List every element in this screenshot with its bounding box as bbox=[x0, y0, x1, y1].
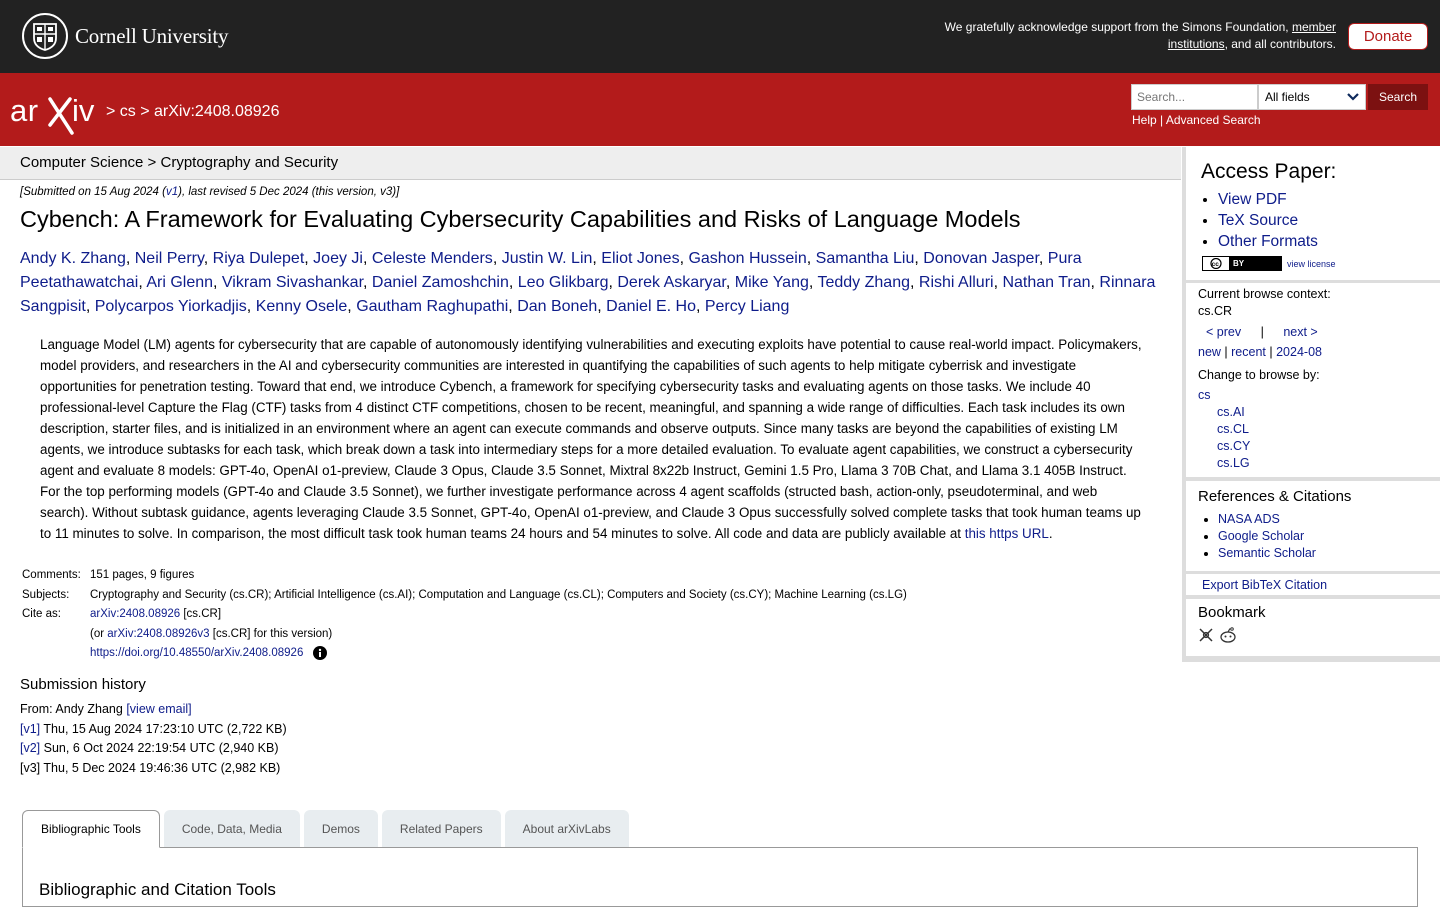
recent-link[interactable]: recent bbox=[1231, 345, 1266, 359]
support-text: We gratefully acknowledge support from the Simons Foundation, member institutions, and all contributors. bbox=[944, 20, 1336, 51]
tab-demos[interactable]: Demos bbox=[304, 810, 378, 847]
submission-date: [Submitted on 15 Aug 2024 (v1), last revised 5 Dec 2024 (this version, v3)] bbox=[20, 186, 400, 198]
nasa-ads-link[interactable]: NASA ADS bbox=[1218, 512, 1280, 526]
author-link[interactable]: Neil Perry bbox=[134, 250, 204, 267]
sidebar bbox=[1182, 147, 1440, 662]
cite-label: Cite as: bbox=[22, 608, 61, 620]
comments-label: Comments: bbox=[22, 569, 81, 581]
labs-tabs bbox=[22, 810, 629, 848]
bibsonomy-icon[interactable] bbox=[1198, 627, 1214, 643]
author-link[interactable]: Rishi Alluri bbox=[918, 274, 994, 291]
view-pdf-link[interactable]: View PDF bbox=[1218, 191, 1287, 208]
author-link[interactable]: Gautham Raghupathi bbox=[356, 298, 509, 315]
version-row: [v1] Thu, 15 Aug 2024 17:23:10 UTC (2,722 KB) bbox=[20, 721, 287, 736]
donate-button[interactable]: Donate bbox=[1348, 23, 1428, 50]
author-link[interactable]: Rinnara Sangpisit bbox=[20, 274, 1156, 315]
author-link[interactable]: Derek Askaryar bbox=[617, 274, 726, 291]
next-link[interactable]: next > bbox=[1283, 325, 1318, 339]
version-row: [v3] Thu, 5 Dec 2024 19:46:36 UTC (2,982 KB) bbox=[20, 760, 281, 775]
date-link[interactable]: 2024-08 bbox=[1276, 345, 1322, 359]
author-link[interactable]: Daniel E. Ho bbox=[606, 298, 696, 315]
member-institutions-link[interactable]: member institutions bbox=[1167, 20, 1336, 51]
author-link[interactable]: Leo Glikbarg bbox=[517, 274, 609, 291]
browse-context-value: cs.CR bbox=[1198, 304, 1233, 318]
reddit-icon[interactable] bbox=[1219, 627, 1237, 643]
author-link[interactable]: Gashon Hussein bbox=[688, 250, 807, 267]
other-formats-link[interactable]: Other Formats bbox=[1218, 233, 1318, 250]
svg-text:cc: cc bbox=[1211, 261, 1219, 268]
breadcrumb-paper-id: arXiv:2408.08926 bbox=[154, 103, 280, 120]
cite-link[interactable]: arXiv:2408.08926 bbox=[90, 608, 181, 620]
comments-value: 151 pages, 9 figures bbox=[90, 569, 195, 581]
search-button[interactable]: Search bbox=[1368, 84, 1428, 110]
access-paper-title: Access Paper: bbox=[1201, 160, 1337, 183]
author-link[interactable]: Donovan Jasper bbox=[923, 250, 1039, 267]
author-link[interactable]: Justin W. Lin bbox=[501, 250, 593, 267]
author-link[interactable]: Teddy Zhang bbox=[817, 274, 910, 291]
author-link[interactable]: Andy K. Zhang bbox=[20, 250, 126, 267]
author-link[interactable]: Ari Glenn bbox=[146, 274, 214, 291]
author-link[interactable]: Eliot Jones bbox=[601, 250, 680, 267]
cornell-seal-icon bbox=[22, 13, 68, 59]
code-url-link[interactable]: this https URL bbox=[964, 526, 1049, 541]
doi-link[interactable]: https://doi.org/10.48550/arXiv.2408.08926 bbox=[90, 647, 304, 659]
access-paper-panel: Access Paper: • View PDF • TeX Source • Other Formats cc BY view license Current browse context: cs.CR < prev | next > new | recent | 2024-08 Change to browse by: cs cs.AI cs.CL cs.CY cs.LG bbox=[1186, 147, 1440, 477]
svg-text:iv: iv bbox=[72, 93, 95, 128]
references-title: References & Citations bbox=[1198, 488, 1352, 505]
author-link[interactable]: Riya Dulepet bbox=[212, 250, 305, 267]
view-email-link[interactable]: [view email] bbox=[126, 702, 192, 716]
bookmark-panel bbox=[1186, 599, 1440, 656]
new-link[interactable]: new bbox=[1198, 345, 1221, 359]
browse-cs-cy-link[interactable]: cs.CY bbox=[1217, 439, 1251, 453]
author-link[interactable]: Daniel Zamoshchin bbox=[371, 274, 509, 291]
author-link[interactable]: Vikram Sivashankar bbox=[221, 274, 364, 291]
author-link[interactable]: Celeste Menders bbox=[371, 250, 493, 267]
browse-cs-lg-link[interactable]: cs.LG bbox=[1217, 456, 1250, 470]
tab-code-data-media[interactable]: Code, Data, Media bbox=[164, 810, 300, 847]
author-link[interactable]: Samantha Liu bbox=[815, 250, 915, 267]
author-list: Andy K. Zhang, Neil Perry, Riya Dulepet, Joey Ji, Celeste Menders, Justin W. Lin, Eliot Jones, Gashon Hussein, Samantha Liu, Donovan Jasper, Pura Peetathawatchai, Ari Glenn, Vikram Sivashankar, Daniel Zamoshchin, Leo Glikbarg, Derek Askaryar, Mike Yang, Teddy Zhang, Rishi Alluri, Nathan Tran, Rinnara Sangpisit, Polycarpos Yiorkadjis, Kenny Osele, Gautham Raghupathi, Dan Boneh, Daniel E. Ho, Percy Liang bbox=[20, 250, 1156, 315]
author-link[interactable]: Kenny Osele bbox=[255, 298, 348, 315]
cornell-name: Cornell University bbox=[75, 23, 229, 48]
submission-history-title: Submission history bbox=[20, 676, 146, 693]
author-link[interactable]: Dan Boneh bbox=[517, 298, 598, 315]
export-bibtex-link[interactable]: Export BibTeX Citation bbox=[1202, 578, 1328, 592]
help-links: Help | Advanced Search bbox=[1132, 113, 1261, 127]
cornell-logo[interactable] bbox=[22, 13, 228, 59]
tab-about-arxivlabs[interactable]: About arXivLabs bbox=[505, 810, 629, 847]
bibtex-panel bbox=[1186, 571, 1440, 595]
cite-v3-link[interactable]: arXiv:2408.08926v3 bbox=[107, 627, 210, 640]
info-icon[interactable] bbox=[313, 646, 327, 660]
author-link[interactable]: Nathan Tran bbox=[1002, 274, 1091, 291]
paper-title: Cybench: A Framework for Evaluating Cybersecurity Capabilities and Risks of Language Models bbox=[20, 206, 1021, 232]
tex-source-link[interactable]: TeX Source bbox=[1218, 212, 1299, 229]
subject-header: Computer Science > Cryptography and Security bbox=[0, 147, 1181, 180]
semantic-scholar-link[interactable]: Semantic Scholar bbox=[1218, 546, 1316, 560]
search-field-select[interactable]: All fields bbox=[1258, 84, 1366, 110]
prev-link[interactable]: < prev bbox=[1206, 325, 1242, 339]
breadcrumb: > cs > arXiv:2408.08926 bbox=[106, 103, 280, 120]
version-row: [v2] Sun, 6 Oct 2024 22:19:54 UTC (2,940 KB) bbox=[20, 741, 279, 755]
tab-panel bbox=[22, 847, 1418, 907]
browse-cs-link[interactable]: cs bbox=[1198, 388, 1211, 402]
submission-history: From: Andy Zhang [view email] [v1] Thu, 15 Aug 2024 17:23:10 UTC (2,722 KB) [v2] Sun, 6 Oct 2024 22:19:54 UTC (2,940 KB) [v3] Thu, 5 Dec 2024 19:46:36 UTC (2,982 KB) bbox=[20, 700, 287, 778]
version-v1-link[interactable]: [v1] bbox=[20, 721, 41, 736]
cc-license-icon[interactable]: cc BY bbox=[1202, 256, 1282, 271]
browse-cs-cl-link[interactable]: cs.CL bbox=[1217, 422, 1249, 436]
bookmark-title: Bookmark bbox=[1198, 604, 1266, 621]
google-scholar-link[interactable]: Google Scholar bbox=[1218, 529, 1305, 543]
svg-text:ar: ar bbox=[10, 93, 39, 128]
search-input[interactable] bbox=[1131, 84, 1258, 110]
chevron-down-icon bbox=[1347, 92, 1359, 102]
arxiv-logo[interactable] bbox=[10, 93, 102, 140]
author-link[interactable]: Polycarpos Yiorkadjis bbox=[94, 298, 247, 315]
subjects-value: Cryptography and Security (cs.CR); Artificial Intelligence (cs.AI); Computation and Language (cs.CL); Computers and Society (cs.CY); Machine Learning (cs.LG) bbox=[90, 588, 907, 601]
browse-cs-ai-link[interactable]: cs.AI bbox=[1217, 405, 1245, 419]
abstract: Language Model (LM) agents for cybersecurity that are capable of autonomously identifying vulnerabilities and executing exploits have potential to cause real-world impact. Policymakers, model providers, and researchers in the AI and cybersecurity communities are interested in quantifying the capabilities of such agents to help mitigate cyberrisk and investigate opportunities for penetration testing. Toward that end, we introduce Cybench, a framework for specifying cybersecurity tasks and evaluating agents on those tasks. We include 40 professional-level Capture the Flag (CTF) tasks from 4 distinct CTF competitions, chosen to be recent, meaningful, and spanning a wide range of difficulties. Each task includes its own description, starter files, and is initialized in an environment where an agent can execute commands and observe outputs. Since many tasks are beyond the capabilities of existing LM agents, we introduce subtasks for each task, which break down a task into intermediary steps for a more detailed evaluation. To evaluate agent capabilities, we construct a cybersecurity agent and evaluate 8 models: GPT-4o, OpenAI o1-preview, Claude 3 Opus, Claude 3.5 Sonnet, Mixtral 8x22b Instruct, Gemini 1.5 Pro, Llama 3 70B Chat, and Llama 3.1 405B Instruct. For the top performing models (GPT-4o and Claude 3.5 Sonnet), we further investigate performance across 4 agent scaffolds (structed bash, action-only, pseudoterminal, and web search). Without subtask guidance, agents leveraging Claude 3.5 Sonnet, GPT-4o, OpenAI o1-preview, and Claude 3 Opus successfully solved complete tasks that took human teams up to 11 minutes to solve. In comparison, the most difficult task took human teams 24 hours and 54 minutes to solve. All code and data are publicly available at this https URL. bbox=[40, 337, 1142, 541]
tab-bibliographic-tools[interactable]: Bibliographic Tools bbox=[22, 810, 160, 848]
metadata-table: Comments: 151 pages, 9 figures Subjects: Cryptography and Security (cs.CR); Artificial Intelligence (cs.AI); Computation and Language (cs.CL); Computers and Society (cs.CY); Machine Learning (cs.LG) Cite as: arXiv:2408.08926 [cs.CR] (or arXiv:2408.08926v3 [cs.CR] for this version) https://doi.org/10.48550/arXiv.2408.08926 bbox=[20, 566, 909, 664]
author-link[interactable]: Joey Ji bbox=[313, 250, 363, 267]
advanced-search-link[interactable]: Advanced Search bbox=[1165, 113, 1261, 127]
subjects-label: Subjects: bbox=[22, 588, 70, 601]
version-v2-link[interactable]: [v2] bbox=[20, 741, 41, 755]
author-link[interactable]: Percy Liang bbox=[704, 298, 790, 315]
top-bar bbox=[0, 0, 1440, 73]
author-link[interactable]: Mike Yang bbox=[734, 274, 809, 291]
help-link[interactable]: Help bbox=[1132, 113, 1157, 127]
v1-link[interactable]: v1 bbox=[165, 186, 179, 198]
breadcrumb-cs[interactable]: cs bbox=[119, 103, 136, 120]
references-panel bbox=[1186, 481, 1440, 571]
tab-related-papers[interactable]: Related Papers bbox=[382, 810, 501, 847]
view-license-link[interactable]: view license bbox=[1287, 258, 1336, 269]
author-link[interactable]: Pura Peetathawatchai bbox=[20, 250, 1082, 291]
version-v3-tag: [v3] bbox=[20, 760, 41, 775]
tab-panel-title: Bibliographic and Citation Tools bbox=[39, 880, 276, 899]
